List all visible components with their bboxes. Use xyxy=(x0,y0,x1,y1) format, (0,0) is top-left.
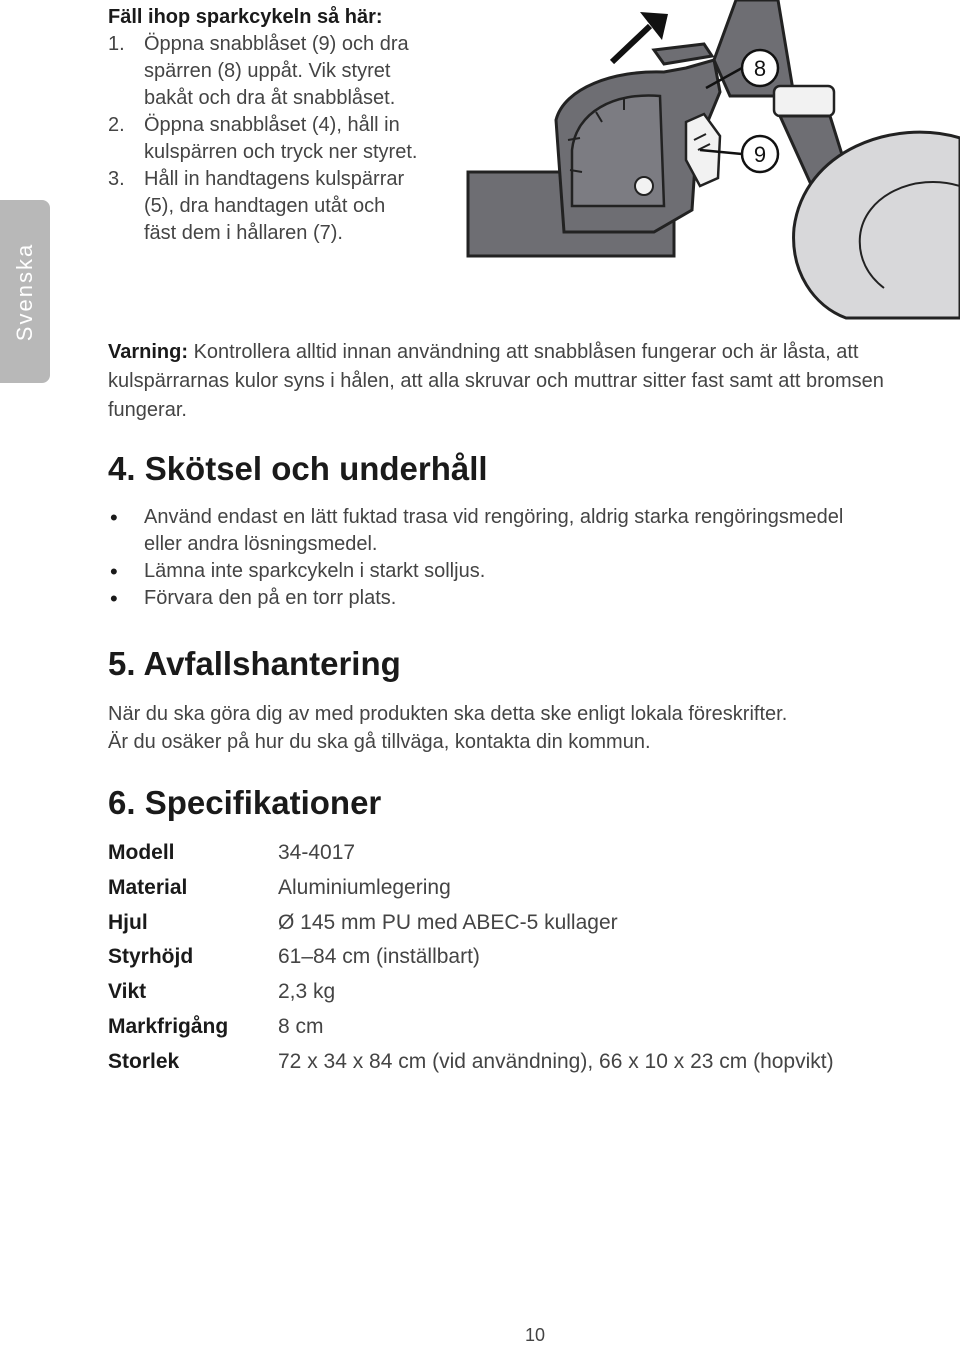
disposal-line: När du ska göra dig av med produkten ska detta ske enligt lokala föreskrifter. xyxy=(108,703,788,725)
callout-9-label: 9 xyxy=(753,142,767,167)
list-item-line: • Använd endast en lätt fuktad trasa vid rengöring, aldrig starka rengöringsmedel xyxy=(144,506,844,528)
list-item xyxy=(108,504,938,558)
list-item-line: • Lämna inte sparkcykeln i starkt solljus. xyxy=(144,560,486,582)
fold-heading: Fäll ihop sparkcykeln så här: xyxy=(108,6,383,28)
screw-icon xyxy=(635,177,653,195)
step-number: 2. xyxy=(108,114,125,136)
care-heading: 4. Skötsel och underhåll xyxy=(108,450,488,487)
list-item-line: eller andra lösningsmedel. xyxy=(144,533,378,555)
disposal-heading: 5. Avfallshantering xyxy=(108,645,401,682)
spec-label: Vikt xyxy=(108,980,147,1004)
list-item xyxy=(108,585,938,612)
stem-collar xyxy=(774,86,834,116)
fold-instructions xyxy=(108,4,458,247)
callout-8-label: 8 xyxy=(753,56,767,81)
disposal-line: Är du osäker på hur du ska gå tillväga, kontakta din kommun. xyxy=(108,731,651,753)
spec-label: Material xyxy=(108,875,188,899)
step-line: bakåt och dra åt snabblåset. xyxy=(144,87,396,109)
warning-label: Varning: xyxy=(108,341,189,363)
latch-lever xyxy=(654,44,712,64)
specs-heading: 6. Specifikationer xyxy=(108,784,382,821)
spec-value: 8 cm xyxy=(278,1014,324,1038)
fold-step xyxy=(108,166,458,247)
spec-label: Modell xyxy=(108,841,175,864)
step-number: 1. xyxy=(108,33,125,55)
spec-value: Ø 145 mm PU med ABEC-5 kullager xyxy=(278,910,618,934)
disposal-text xyxy=(108,700,938,756)
spec-value: 61–84 cm (inställbart) xyxy=(278,945,480,969)
step-number: 3. xyxy=(108,168,125,190)
scooter-fold-illustration xyxy=(464,0,960,320)
spec-value: 2,3 kg xyxy=(278,980,336,1004)
spec-value: 34-4017 xyxy=(278,841,356,864)
step-line: kulspärren och tryck ner styret. xyxy=(144,141,418,163)
list-item xyxy=(108,558,938,585)
warning-paragraph xyxy=(108,338,928,425)
step-line: spärren (8) uppåt. Vik styret xyxy=(144,60,391,82)
spec-label: Hjul xyxy=(108,910,148,934)
fold-steps-list xyxy=(108,31,458,247)
care-list xyxy=(108,504,938,612)
language-tab-label: Svenska xyxy=(12,242,37,341)
warning-text: Kontrollera alltid innan användning att snabblåsen fungerar och är låsta, att kulspärrarnas kulor syns i hålen, att alla skruvar och muttrar sitter fast samt att bromsen fungerar. xyxy=(108,341,884,421)
fold-step xyxy=(108,31,458,112)
step-line: fäst dem i hållaren (7). xyxy=(144,222,343,244)
spec-value: 72 x 34 x 84 cm (vid användning), 66 x 10 x 23 cm (hopvikt) xyxy=(278,1049,834,1073)
list-item-line: • Förvara den på en torr plats. xyxy=(144,587,397,609)
step-line: (5), dra handtagen utåt och xyxy=(144,195,386,217)
spec-label: Markfrigång xyxy=(108,1014,229,1038)
page-number: 10 xyxy=(524,1325,546,1345)
step-line: Öppna snabblåset (4), håll in xyxy=(144,114,400,136)
step-line: Håll in handtagens kulspärrar xyxy=(144,168,405,190)
step-line: Öppna snabblåset (9) och dra xyxy=(144,33,409,55)
spec-value: Aluminiumlegering xyxy=(278,875,451,899)
fold-step xyxy=(108,112,458,166)
language-tab xyxy=(0,200,50,383)
spec-label: Styrhöjd xyxy=(108,945,194,969)
spec-label: Storlek xyxy=(108,1049,180,1073)
